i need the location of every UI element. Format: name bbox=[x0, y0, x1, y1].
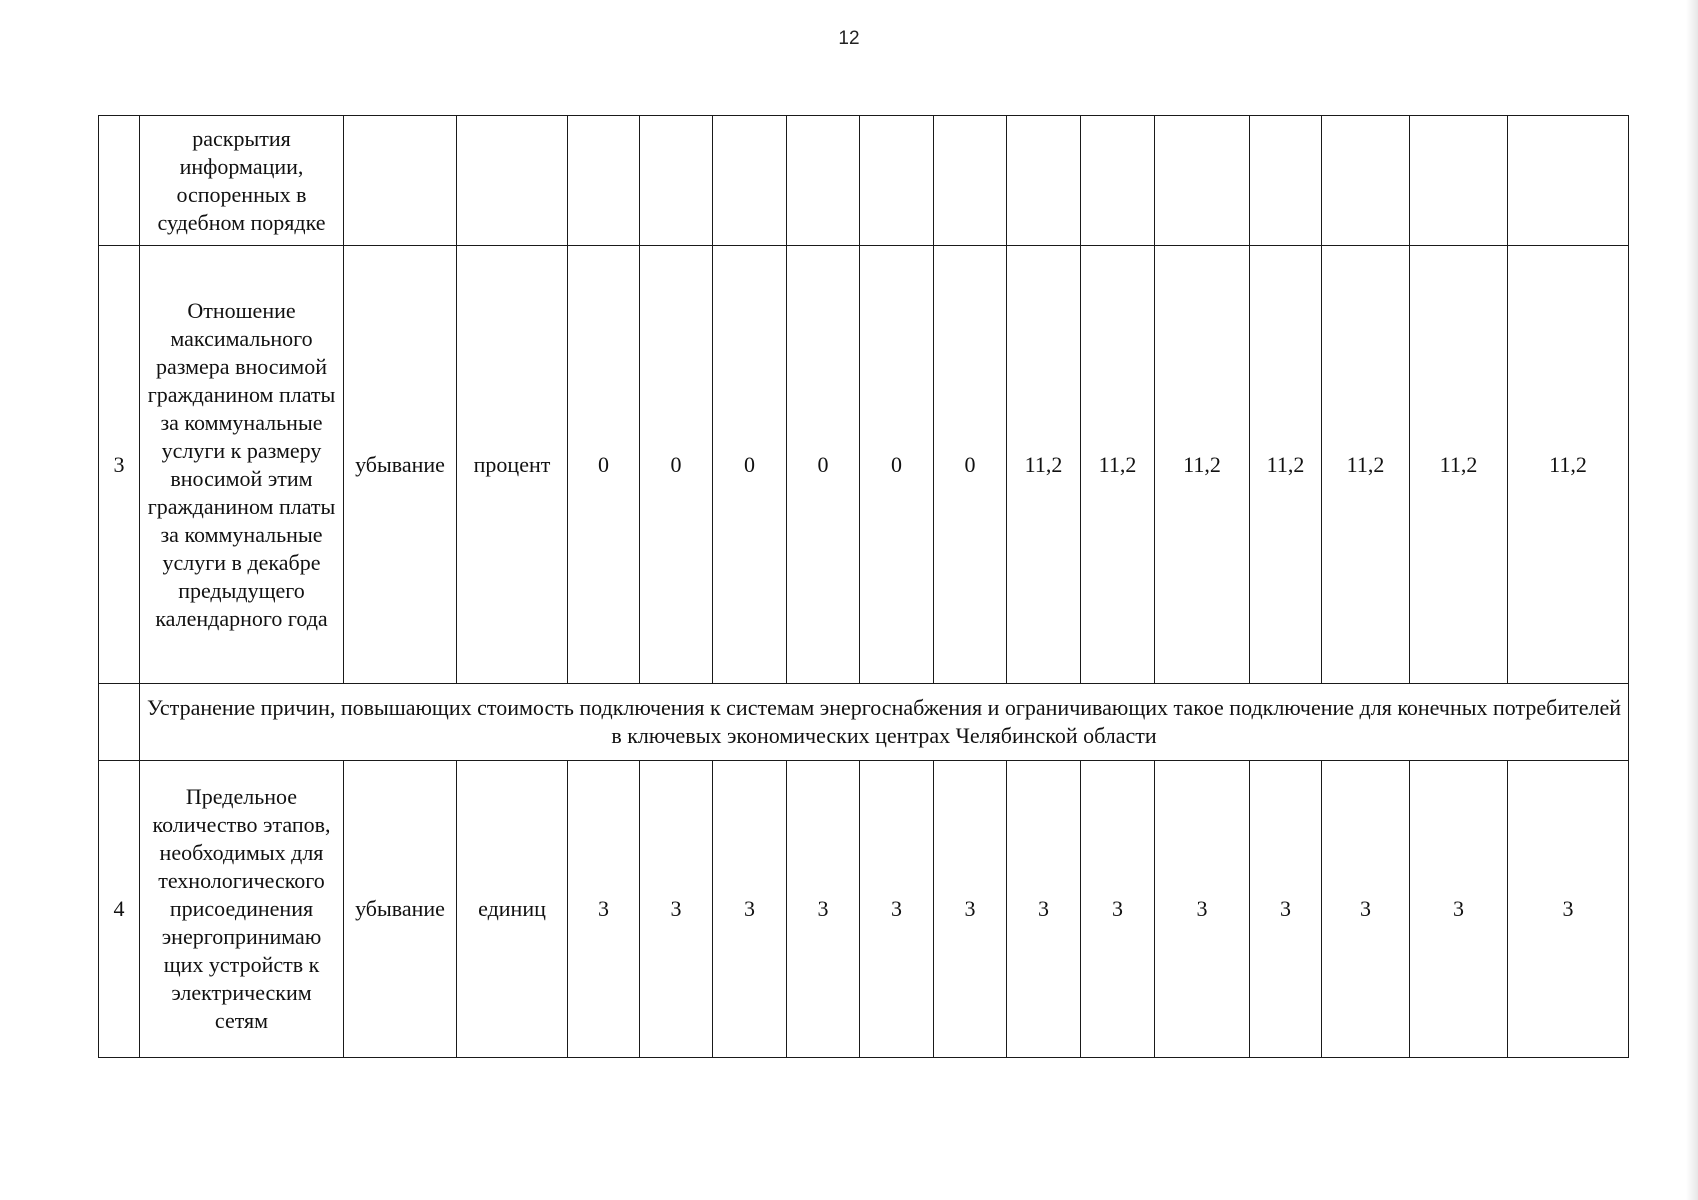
value-cell bbox=[1007, 116, 1081, 246]
table-row bbox=[99, 761, 1629, 1058]
value-cell: 11,2 bbox=[1081, 246, 1155, 684]
value-cell: 11,2 bbox=[1250, 246, 1322, 684]
value-cell: 3 bbox=[1322, 761, 1410, 1058]
value-cell: 3 bbox=[934, 761, 1007, 1058]
value-cell: 3 bbox=[568, 761, 640, 1058]
value-cell: 11,2 bbox=[1322, 246, 1410, 684]
value-cell: 3 bbox=[1250, 761, 1322, 1058]
table-row bbox=[99, 116, 1629, 246]
value-cell: 3 bbox=[1508, 761, 1629, 1058]
indicators-table bbox=[98, 115, 1629, 1058]
unit-cell: процент bbox=[457, 246, 568, 684]
indicator-name-cell: раскрытия информации, оспоренных в судебном порядке bbox=[140, 116, 344, 246]
row-number-cell bbox=[99, 684, 140, 761]
unit-cell: единиц bbox=[457, 761, 568, 1058]
value-cell bbox=[1410, 116, 1508, 246]
value-cell bbox=[1155, 116, 1250, 246]
value-cell: 3 bbox=[860, 761, 934, 1058]
value-cell: 3 bbox=[713, 761, 787, 1058]
value-cell: 11,2 bbox=[1155, 246, 1250, 684]
row-number-cell: 3 bbox=[99, 246, 140, 684]
value-cell: 3 bbox=[640, 761, 713, 1058]
indicator-name-cell: Предельное количество этапов, необходимых для технологического присоединения энергопринимаю щих устройств к электрическим сетям bbox=[140, 761, 344, 1058]
value-cell bbox=[568, 116, 640, 246]
value-cell: 3 bbox=[1081, 761, 1155, 1058]
value-cell: 0 bbox=[713, 246, 787, 684]
table-section-row bbox=[99, 684, 1629, 761]
value-cell: 0 bbox=[640, 246, 713, 684]
direction-cell: убывание bbox=[344, 761, 457, 1058]
value-cell bbox=[860, 116, 934, 246]
page-number: 12 bbox=[838, 28, 860, 49]
value-cell bbox=[1250, 116, 1322, 246]
value-cell: 3 bbox=[1155, 761, 1250, 1058]
section-title: Устранение причин, повышающих стоимость подключения к системам энергоснабжения и ограничивающих такое подключение для конечных потребителей в ключевых экономических центрах Челябинской области bbox=[140, 684, 1629, 761]
value-cell: 0 bbox=[860, 246, 934, 684]
value-cell bbox=[1081, 116, 1155, 246]
value-cell bbox=[787, 116, 860, 246]
value-cell: 0 bbox=[568, 246, 640, 684]
value-cell bbox=[713, 116, 787, 246]
value-cell: 11,2 bbox=[1007, 246, 1081, 684]
row-number-cell bbox=[99, 116, 140, 246]
scan-edge-shadow bbox=[1686, 0, 1698, 1200]
value-cell: 3 bbox=[787, 761, 860, 1058]
indicators-table-wrapper bbox=[98, 115, 1629, 1058]
value-cell bbox=[934, 116, 1007, 246]
direction-cell bbox=[344, 116, 457, 246]
value-cell: 0 bbox=[934, 246, 1007, 684]
unit-cell bbox=[457, 116, 568, 246]
value-cell bbox=[1322, 116, 1410, 246]
value-cell: 11,2 bbox=[1410, 246, 1508, 684]
value-cell: 0 bbox=[787, 246, 860, 684]
value-cell: 11,2 bbox=[1508, 246, 1629, 684]
indicator-name-cell: Отношение максимального размера вносимой гражданином платы за коммунальные услуги к размеру вносимой этим гражданином платы за коммунальные услуги в декабре предыдущего календарного года bbox=[140, 246, 344, 684]
table-row bbox=[99, 246, 1629, 684]
value-cell: 3 bbox=[1410, 761, 1508, 1058]
value-cell bbox=[640, 116, 713, 246]
value-cell bbox=[1508, 116, 1629, 246]
direction-cell: убывание bbox=[344, 246, 457, 684]
row-number-cell: 4 bbox=[99, 761, 140, 1058]
value-cell: 3 bbox=[1007, 761, 1081, 1058]
